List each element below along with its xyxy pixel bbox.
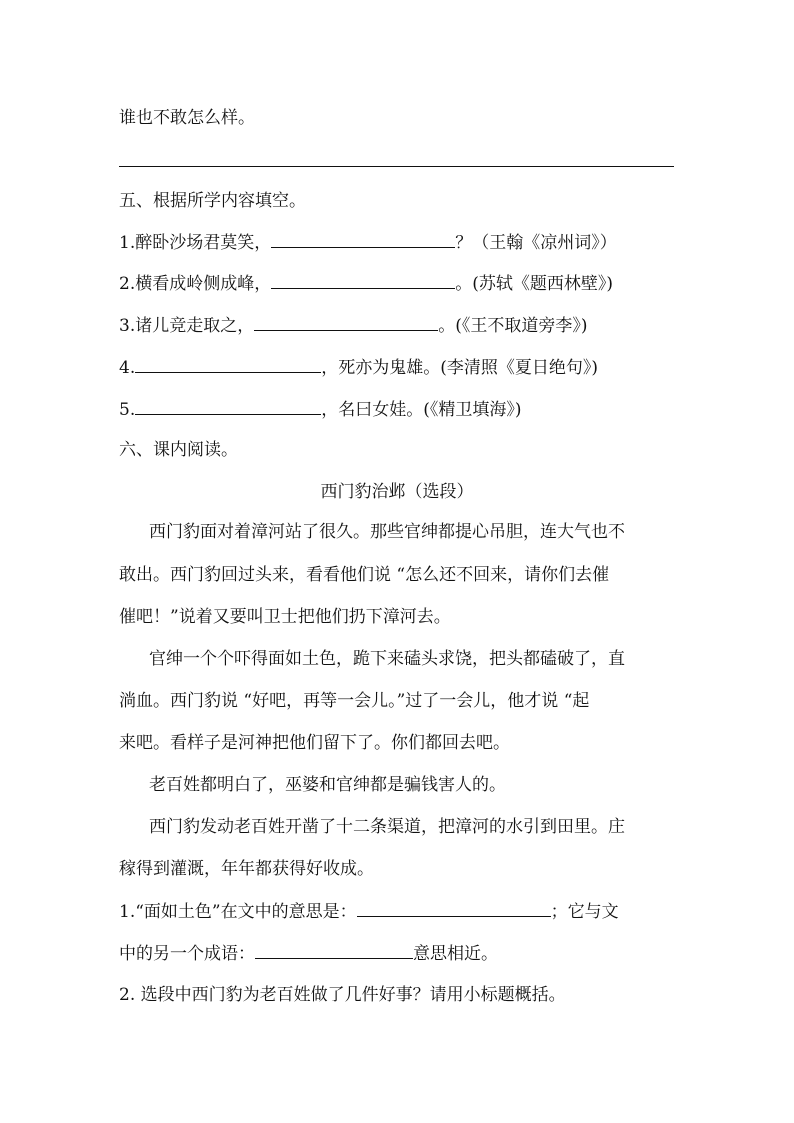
fill-item-2-suffix: 。(苏轼《题西林壁》)	[455, 274, 613, 294]
fill-item-1-suffix: ？（王翰《凉州词》）	[455, 233, 617, 253]
fill-blank-5[interactable]	[135, 398, 321, 415]
passage-p1-line2: 敢出。西门豹回过头来，看看他们说 “怎么还不回来，请你们去催	[119, 565, 610, 585]
fill-blank-2[interactable]	[271, 272, 455, 289]
continued-answer-text: 谁也不敢怎么样。	[119, 108, 255, 128]
fill-blank-1[interactable]	[271, 231, 455, 248]
section6-heading: 六、课内阅读。	[119, 440, 238, 460]
passage-p4-line2: 稼得到灌溉，年年都获得好收成。	[119, 859, 374, 879]
fill-item-2	[119, 272, 613, 294]
fill-item-1	[119, 231, 617, 253]
fill-item-3	[119, 314, 588, 336]
fill-item-3-suffix: 。(《王不取道旁李》)	[438, 316, 588, 336]
question-1-blank-a[interactable]	[357, 900, 551, 917]
passage-p4-line1: 西门豹发动老百姓开凿了十二条渠道，把漳河的水引到田里。庄	[149, 817, 625, 837]
fill-blank-4[interactable]	[135, 356, 321, 373]
fill-item-5	[119, 398, 522, 420]
question-1-prefix: 1.“面如土色”在文中的意思是：	[119, 902, 357, 922]
fill-item-2-prefix: 2.横看成岭侧成峰，	[119, 274, 272, 294]
passage-p2-line1: 官绅一个个吓得面如土色，跪下来磕头求饶，把头都磕破了，直	[149, 649, 625, 669]
passage-p3-line1: 老百姓都明白了，巫婆和官绅都是骗钱害人的。	[149, 775, 506, 795]
fill-item-3-prefix: 3.诸儿竞走取之，	[119, 316, 255, 336]
passage-title: 西门豹治邺（选段）	[320, 482, 474, 502]
passage-p2-line2: 淌血。西门豹说 “好吧，再等一会儿。”过了一会儿，他才说 “起	[119, 691, 590, 711]
question-1-line2-suffix: 意思相近。	[413, 944, 498, 964]
passage-p1-line3: 催吧！”说着又要叫卫士把他们扔下漳河去。	[119, 607, 451, 627]
fill-item-1-prefix: 1.醉卧沙场君莫笑，	[119, 233, 272, 253]
question-1-line1	[119, 900, 619, 922]
fill-item-4-prefix: 4.	[119, 358, 136, 378]
question-1-mid: ；它与文	[550, 902, 619, 922]
passage-p1-line1: 西门豹面对着漳河站了很久。那些官绅都提心吊胆，连大气也不	[149, 522, 625, 542]
question-2: 2. 选段中西门豹为老百姓做了几件好事？请用小标题概括。	[119, 985, 566, 1005]
fill-item-5-suffix: ，名曰女娃。(《精卫填海》)	[321, 400, 522, 420]
fill-blank-3[interactable]	[254, 314, 438, 331]
passage-p2-line3: 来吧。看样子是河神把他们留下了。你们都回去吧。	[119, 733, 510, 753]
fill-item-4	[119, 356, 598, 378]
fill-item-5-prefix: 5.	[119, 400, 136, 420]
question-1-blank-b[interactable]	[255, 942, 413, 959]
question-1-line2	[119, 942, 498, 964]
fill-item-4-suffix: ，死亦为鬼雄。(李清照《夏日绝句》)	[321, 358, 598, 378]
section5-heading: 五、根据所学内容填空。	[119, 191, 306, 211]
question-1-line2-prefix: 中的另一个成语：	[119, 944, 255, 964]
answer-line[interactable]	[119, 166, 674, 167]
